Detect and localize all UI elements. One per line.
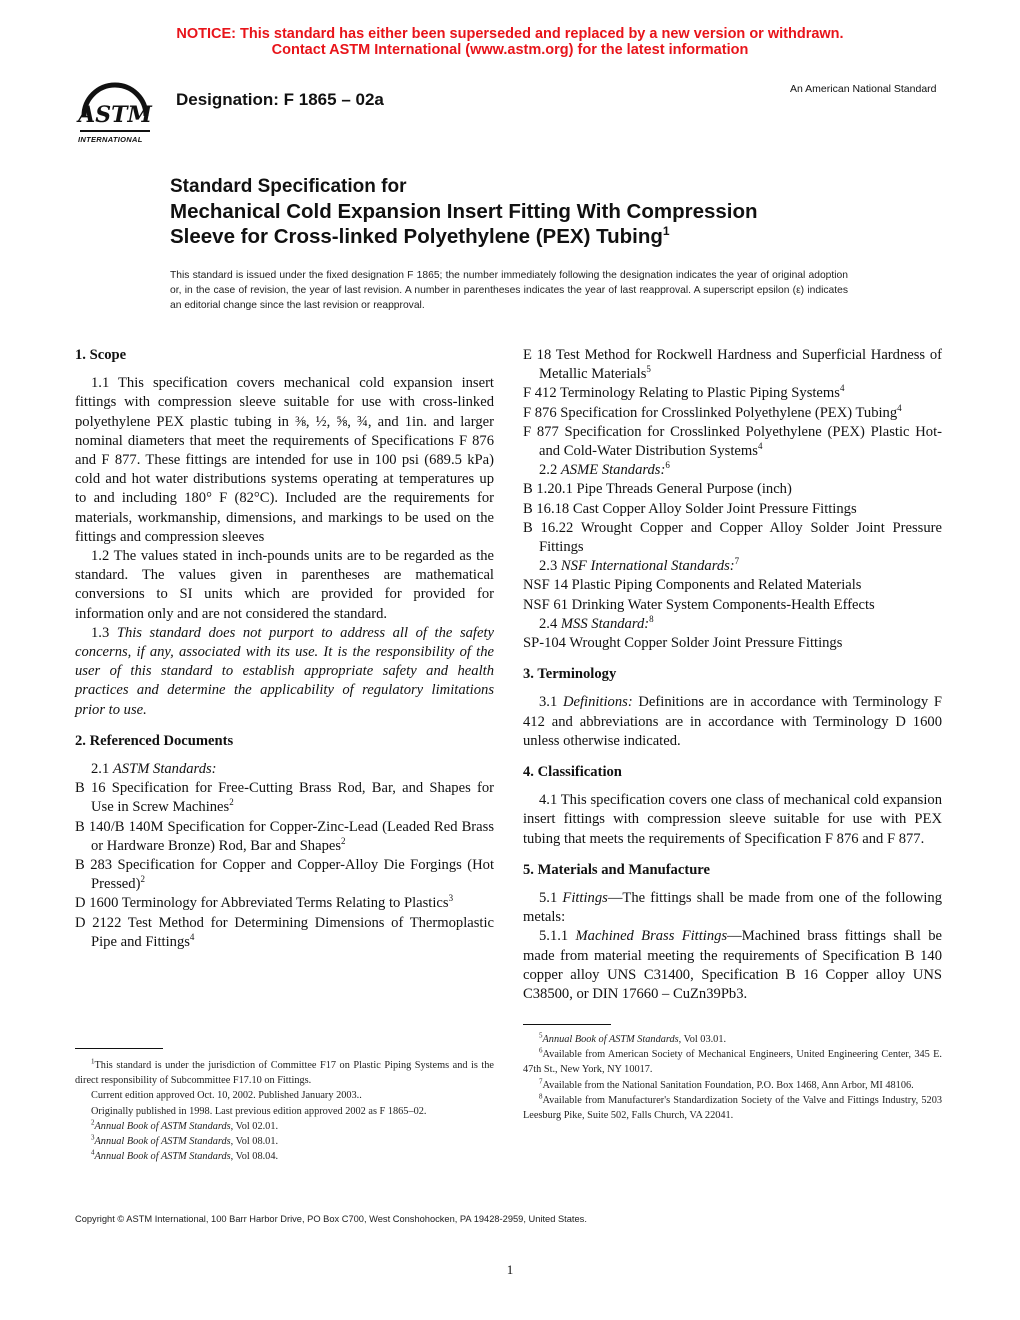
paragraph-1-1: 1.1 This specification covers mechanical cold expansion insert fittings with compression sleeve suitable for use with cross-linked polyethylene PEX plastic tubing in ⅜, ½, ⅝, ¾, and 1in. and larger nominal diameters that meet the requirements of Specifications F 876 and F 877. These fittings are intended for use in 100 psi (689.5 kPa) cold and hot water distributions systems operating at temperatures up to and including 180° F (82°C). Included are the requirements for materials, workmanship, dimensions, and markings to be used on the fittings and compression sleeves [75, 375, 494, 545]
reference-item: NSF 61 Drinking Water System Components-Health Effects [523, 596, 875, 613]
paragraph-3-1: 3.1 Definitions: Definitions are in accordance with Terminology F 412 and abbreviations are in accordance with Terminology D 1600 unless otherwise indicated. [523, 694, 943, 749]
subsection-2-2: 2.2 ASME Standards:$^6$ [539, 460, 670, 479]
reference-item: B 16.22 Wrought Copper and Copper Alloy Solder Joint Pressure Fittings [523, 519, 942, 556]
section-heading-terminology: 3. Terminology [523, 666, 617, 683]
subsection-2-1-number: 2.1 [91, 761, 113, 778]
reference-item: B 283 Specification for Copper and Copper-Alloy Die Forgings (Hot Pressed)$^2$ [75, 857, 494, 893]
section-heading-materials: 5. Materials and Manufacture [523, 861, 710, 878]
section-heading-classification: 4. Classification [523, 764, 622, 781]
reference-item: B 140/B 140M Specification for Copper-Zinc-Lead (Leaded Red Brass or Hardware Bronze) Rod, Bar and Shapes$^2$ [75, 818, 494, 854]
paragraph-5-1-1: 5.1.1 Machined Brass Fittings—Machined brass fittings shall be made from material meeting the requirements of Specification B 140 copper alloy UNS C31400, Specification B 16 Copper alloy UNS C38500, or DIN 17660 – CuZn39Pb3. [523, 928, 942, 1003]
reference-item: B 16 Specification for Free-Cutting Brass Rod, Bar, and Shapes for Use in Screw Machines$^2$ [75, 780, 494, 816]
section-heading-referenced: 2. Referenced Documents [75, 732, 234, 749]
paragraph-5-1: 5.1 Fittings—The fittings shall be made from one of the following metals: [523, 890, 942, 926]
paragraph-1-3 [75, 624, 494, 720]
footnote-6: $^6$Available from American Society of Mechanical Engineers, United Engineering Center, 345 E. 47th St., New York, NY 10017. [523, 1046, 942, 1076]
footnote-rule-right [523, 1024, 611, 1025]
notice-line-1: NOTICE: This standard has either been superseded and replaced by a new version or withdrawn. [176, 26, 844, 42]
footnote-rule-left [75, 1048, 163, 1049]
subsection-2-1 [75, 760, 494, 779]
reference-item: F 876 Specification for Crosslinked Polyethylene (PEX) Tubing$^4$ [523, 402, 902, 421]
copyright: Copyright © ASTM International, 100 Barr Harbor Drive, PO Box C700, West Conshohocken, PA 19428-2959, United States. [75, 1214, 587, 1224]
paragraph-1-3-number: 1.3 [91, 624, 117, 641]
american-national-standard: An American National Standard [790, 83, 937, 95]
paragraph-4-1: 4.1 This specification covers one class of mechanical cold expansion insert fittings with compression sleeve suitable for use with PEX tubing that meets the requirements of Specification F 876 and F 877. [523, 792, 942, 847]
subsection-2-1-label: ASTM Standards: [112, 761, 217, 778]
supersede-notice [0, 26, 1020, 58]
reference-item: B 1.20.1 Pipe Threads General Purpose (inch) [523, 481, 792, 498]
title-line-2: Mechanical Cold Expansion Insert Fitting With Compression [170, 200, 758, 223]
title-line-3-text: Sleeve for Cross-linked Polyethylene (PEX) Tubing [170, 225, 663, 248]
footnote-8: $^8$Available from Manufacturer's Standardization Society of the Valve and Fittings Industry, 5203 Leesburg Pike, Suite 502, Falls Church, VA 22041. [523, 1092, 942, 1122]
footnote-1: $^1$This standard is under the jurisdiction of Committee F17 on Plastic Piping Systems and is the direct responsibility of Subcommittee F17.10 on Fittings. [75, 1057, 494, 1087]
title-line-1: Standard Specification for [170, 176, 407, 197]
footnotes-left [75, 1058, 494, 1164]
footnote-1-edition: Current edition approved Oct. 10, 2002. Published January 2003.. [91, 1090, 362, 1102]
footnote-7: $^7$Available from the National Sanitation Foundation, P.O. Box 1468, Ann Arbor, MI 48106. [539, 1077, 914, 1091]
reference-item: E 18 Test Method for Rockwell Hardness and Superficial Hardness of Metallic Materials$^5$ [523, 347, 942, 383]
footnote-5: $^5$Annual Book of ASTM Standards, Vol 03.01. [539, 1031, 727, 1045]
footnote-3: $^3$Annual Book of ASTM Standards, Vol 08.01. [91, 1133, 279, 1148]
reference-item: F 877 Specification for Crosslinked Polyethylene (PEX) Plastic Hot- and Cold-Water Distribution Systems$^4$ [523, 423, 942, 460]
title-line-3 [170, 224, 870, 249]
astm-reference-list [75, 779, 494, 952]
title-footnote-marker: 1 [662, 224, 670, 239]
left-column [75, 346, 494, 952]
footnotes-right [523, 1032, 942, 1123]
logo-caption: INTERNATIONAL [78, 135, 143, 144]
page-number: 1 [506, 1262, 514, 1277]
footnote-4: $^4$Annual Book of ASTM Standards, Vol 08.04. [91, 1148, 279, 1163]
astm-logo [66, 78, 164, 148]
reference-item: SP-104 Wrought Copper Solder Joint Pressure Fittings [523, 635, 843, 652]
notice-line-2: Contact ASTM International (www.astm.org) for the latest information [271, 42, 749, 58]
paragraph-1-3-text: This standard does not purport to address all of the safety concerns, if any, associated with its use. It is the responsibility of the user of this standard to establish appropriate safety and health practices and determine the applicability of regulatory limitations prior to use. [75, 624, 494, 718]
reference-item: D 1600 Terminology for Abbreviated Terms Relating to Plastics$^3$ [75, 893, 454, 912]
reference-item: NSF 14 Plastic Piping Components and Related Materials [523, 577, 862, 594]
svg-text:ASTM: ASTM [78, 102, 152, 128]
footnote-1-original: Originally published in 1998. Last previous edition approved 2002 as F 1865–02. [91, 1105, 427, 1117]
document-title [170, 174, 870, 249]
designation: Designation: F 1865 – 02a [176, 90, 384, 109]
reference-item: B 16.18 Cast Copper Alloy Solder Joint Pressure Fittings [523, 500, 857, 517]
reference-item: F 412 Terminology Relating to Plastic Piping Systems$^4$ [523, 383, 845, 402]
footnote-2: $^2$Annual Book of ASTM Standards, Vol 02.01. [91, 1118, 279, 1132]
section-heading-scope: 1. Scope [75, 347, 127, 363]
subsection-2-4: 2.4 MSS Standard:$^8$ [539, 613, 654, 632]
right-column [523, 346, 942, 1004]
subsection-2-3: 2.3 NSF International Standards:$^7$ [539, 556, 740, 575]
paragraph-1-2: 1.2 The values stated in inch-pounds units are to be regarded as the standard. The values given in parentheses are mathematical conversions to SI units which are provided for provided for information only and are not considered the standard. [75, 548, 494, 622]
issuance-notice: This standard is issued under the fixed designation F 1865; the number immediately following the designation indicates the year of original adoption or, in the case of revision, the year of last revision. A number in parentheses indicates the year of last reapproval. A superscript epsilon (ε) indicates an editorial change since the last revision or reapproval. [170, 270, 848, 311]
reference-item: D 2122 Test Method for Determining Dimensions of Thermoplastic Pipe and Fittings$^4$ [75, 914, 494, 950]
